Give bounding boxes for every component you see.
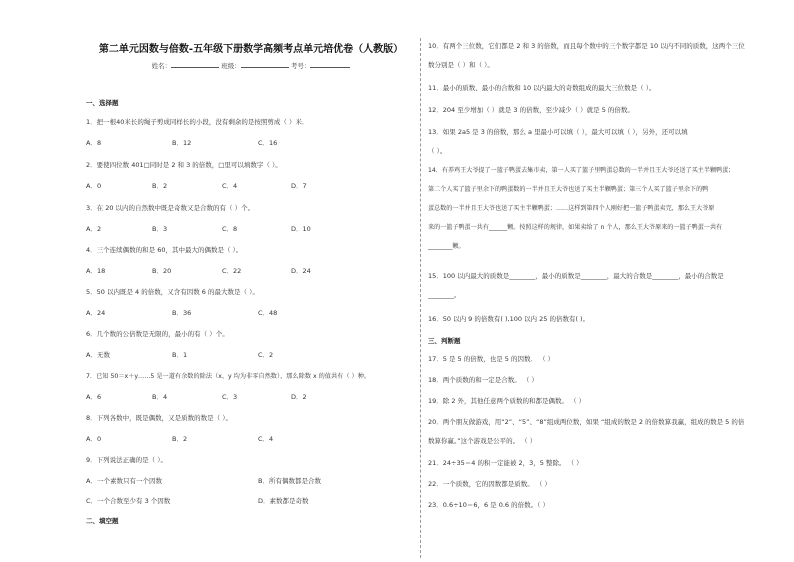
question-10: 10．有两个三位数，它们都是 2 和 3 的倍数，而且每个数中的三个数字都是 10 以内不同的质数，这两个三位 数分别是（ ）和（ ）。 xyxy=(428,42,745,69)
option[interactable]: D．10 xyxy=(291,225,311,233)
question-12: 12．204 至少增加（ ）就是 3 的倍数，至少减少（ ）就是 5 的倍数。 xyxy=(428,106,634,114)
option[interactable]: A．6 xyxy=(86,393,102,401)
question-22: 22．一个质数，它的因数都是质数。 （ ） xyxy=(428,480,551,488)
question-21: 21．24÷35＝4 的积一定能被 2，3，5 整除。 （ ） xyxy=(428,459,583,467)
student-info-line xyxy=(86,60,416,70)
option[interactable]: C．16 xyxy=(258,139,278,147)
exam-no-field[interactable] xyxy=(310,60,350,68)
option[interactable]: A．8 xyxy=(86,139,102,147)
option[interactable]: D．2 xyxy=(291,393,307,401)
option[interactable]: A．无数 xyxy=(86,351,110,359)
question-17: 17．5 是 5 的倍数，也是 5 的因数． （ ） xyxy=(428,355,555,363)
question-20: 20．两个朋友做游戏，用“2”、“5”、“8”组成两位数，如果 “组成的数是 2 的倍数算我赢，组成的数是 5 的倍 数算你赢。”这个游戏是公平的。 （ ） xyxy=(428,418,745,445)
question-7: 7．已知 50＝x＋y……5 是一道有余数的除法（x、y 均为非零自然数），那么除数 x 的值共有（ ）种。 xyxy=(86,373,371,380)
section-judge: 三、判断题 xyxy=(428,337,461,345)
class-field[interactable] xyxy=(241,60,289,68)
question-6: 6．几个数的公倍数是无限的，最小的有（ ）个。 xyxy=(86,330,229,338)
question-19: 19．除 2 外，其他任意两个质数的和都是偶数。 （ ） xyxy=(428,397,586,405)
option[interactable]: C．4 xyxy=(258,435,274,443)
option[interactable]: A．0 xyxy=(86,182,102,190)
option[interactable]: A．24 xyxy=(86,309,106,317)
option[interactable]: B．36 xyxy=(172,309,192,317)
question-14: 14．有养鸡王大爷提了一篮子鸭蛋去集市卖，第一人买了篮子里鸭蛋总数的一半并且王大爷还送了买主半颗鸭蛋； 第二个人买了篮子里余下的鸭蛋数的一半并且王大爷也送了买主半颗鸭蛋；第三个人买了篮子里余下的鸭 蛋总数的一半并且王大爷也送了买主半颗鸭蛋；……这样到第四个人刚好把一篮子鸭蛋卖完，那么王大爷原 来的一篮子鸭蛋一共有______颗。按照这样的规律，如果卖给了 n 个人，那么王大爷原来的一篮子鸭蛋一共有 ________颗。 xyxy=(428,167,735,250)
question-5: 5．50 以内既是 4 的倍数，又含有因数 6 的最大数是（ ）。 xyxy=(86,288,259,296)
question-8: 8．下列各数中，既是偶数，又是质数的数是（ ）。 xyxy=(86,414,232,422)
option[interactable]: B．4 xyxy=(152,393,168,401)
option[interactable]: B．20 xyxy=(152,267,172,275)
option[interactable]: D．7 xyxy=(291,182,307,190)
option[interactable]: B．3 xyxy=(152,225,168,233)
option[interactable]: C．8 xyxy=(222,225,238,233)
question-23: 23．0.6÷10＝6，6 是 0.6 的倍数。（ ） xyxy=(428,501,549,509)
question-3: 3．在 20 以内的自然数中既是奇数又是合数的有（ ）个。 xyxy=(86,204,255,212)
option[interactable]: A．一个素数只有一个因数 xyxy=(86,477,162,485)
question-15: 15．100 以内最大的质数是________，最小的质数是________，最大的合数是________，最小的合数是 ________。 xyxy=(428,272,724,299)
page-title: 第二单元因数与倍数-五年级下册数学高频考点单元培优卷（人教版） xyxy=(98,44,404,55)
question-11: 11．最小的质数、最小的合数和 10 以内最大的奇数组成的最大三位数是（ ）。 xyxy=(428,84,656,92)
name-field[interactable] xyxy=(171,60,219,68)
option[interactable]: C．一个合数至少有 3 个因数 xyxy=(86,497,171,505)
option[interactable]: C．4 xyxy=(222,182,238,190)
section-fill: 二、填空题 xyxy=(86,517,119,525)
option[interactable]: B．12 xyxy=(172,139,192,147)
option[interactable]: C．2 xyxy=(258,351,274,359)
option[interactable]: A．18 xyxy=(86,267,106,275)
question-16: 16．50 以内 9 的倍数有( ),100 以内 25 的倍数有( )。 xyxy=(428,315,590,323)
column-divider xyxy=(420,38,421,558)
option[interactable]: A．2 xyxy=(86,225,102,233)
option[interactable]: D．素数都是奇数 xyxy=(258,497,309,505)
option[interactable]: C．48 xyxy=(258,309,278,317)
option[interactable]: B．2 xyxy=(172,435,188,443)
class-label: 班级： xyxy=(221,62,241,70)
option[interactable]: A．0 xyxy=(86,435,102,443)
section-choice: 一、选择题 xyxy=(86,99,119,107)
name-label: 姓名： xyxy=(151,62,172,70)
option[interactable]: C．3 xyxy=(222,393,238,401)
question-9: 9．下列说法正确的是（ ）。 xyxy=(86,456,167,464)
exam-no-label: 考号： xyxy=(290,62,311,70)
option[interactable]: B．2 xyxy=(152,182,168,190)
option[interactable]: B．1 xyxy=(172,351,188,359)
question-13: 13．如果 2a5 是 3 的倍数，那么 a 里最小可以填（ ），最大可以填（ ），另外，还可以填 （ ）。 xyxy=(428,128,688,155)
option[interactable]: C．22 xyxy=(222,267,242,275)
option[interactable]: D．24 xyxy=(291,267,311,275)
question-18: 18．两个质数的和一定是合数。 （ ） xyxy=(428,376,538,384)
question-2: 2．要使四位数 401□同时是 2 和 3 的倍数，□里可以填数字（ ）。 xyxy=(86,161,282,169)
option[interactable]: B．所有偶数都是合数 xyxy=(258,477,321,485)
question-4: 4．三个连续偶数的和是 60，其中最大的偶数是（ ）。 xyxy=(86,246,243,254)
question-1: 1．把一根40米长的绳子剪成同样长的小段，没有剩余的是按照剪成（ ）米． xyxy=(86,118,309,126)
